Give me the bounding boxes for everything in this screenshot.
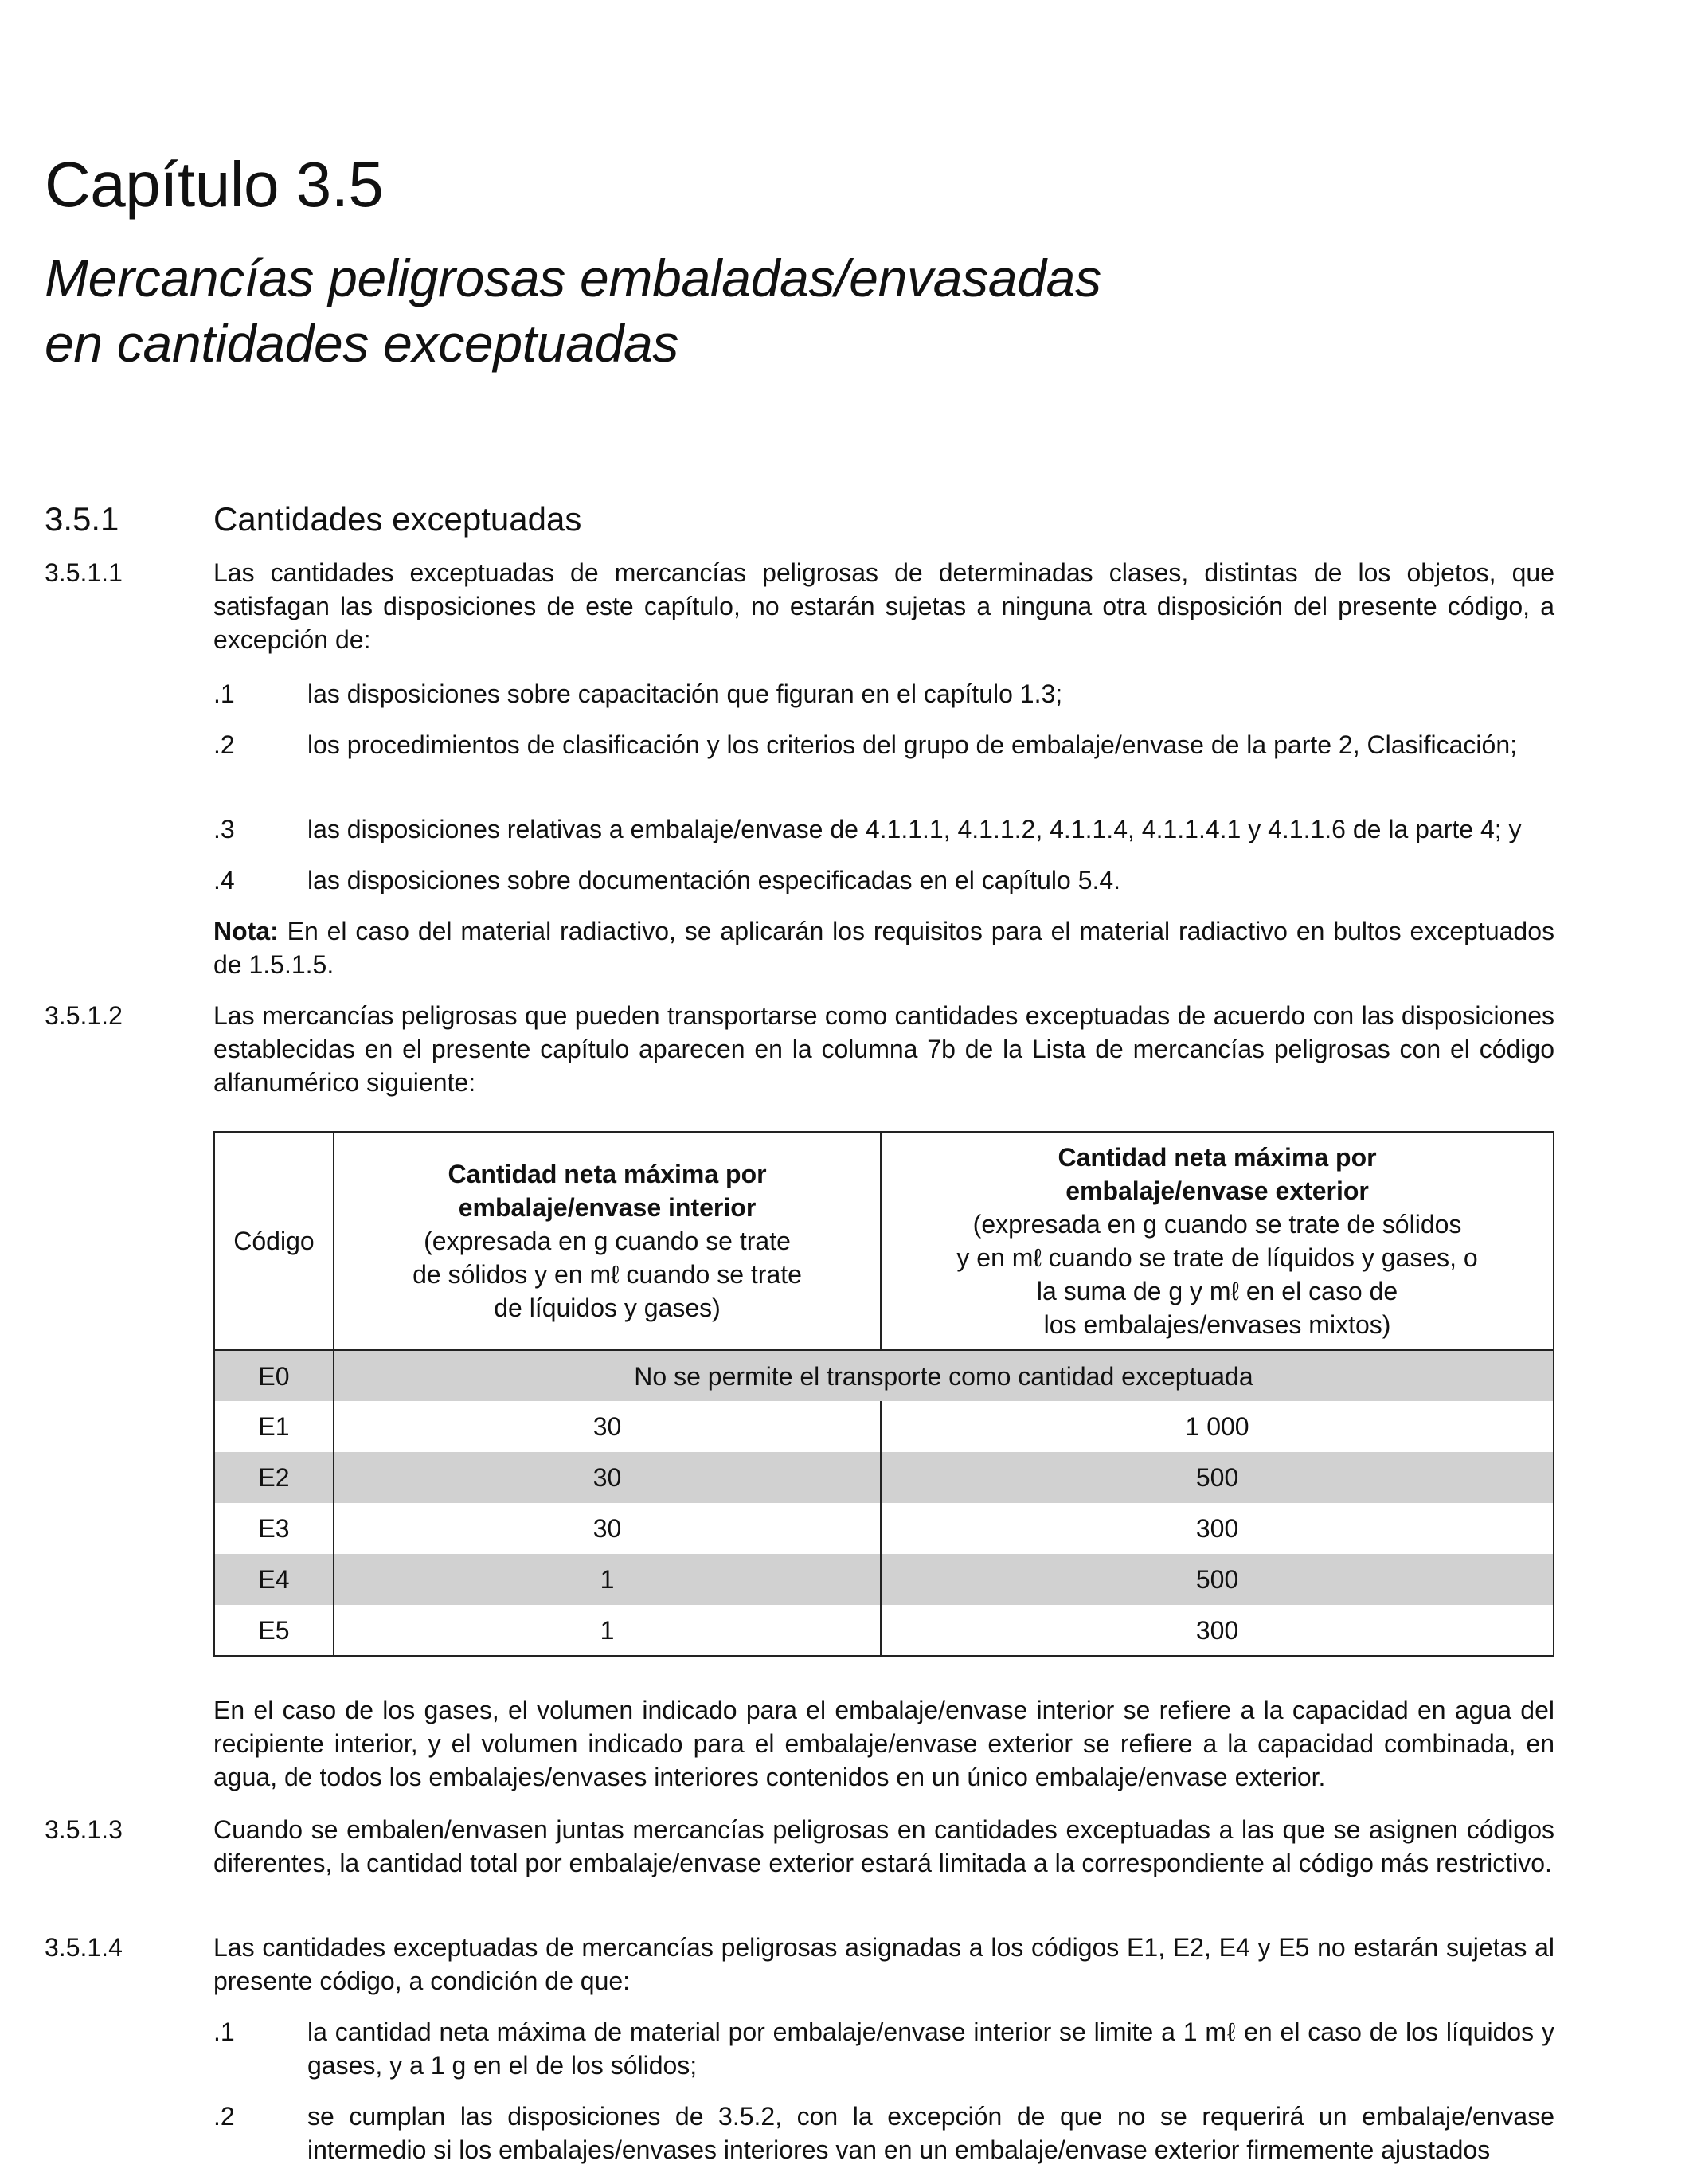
cell-inner: 30 bbox=[334, 1452, 881, 1503]
cell-outer: 300 bbox=[881, 1503, 1554, 1554]
cell-code: E1 bbox=[214, 1401, 334, 1452]
table-row bbox=[214, 1452, 1554, 1503]
header-code: Código bbox=[214, 1132, 334, 1350]
list-item-number: .2 bbox=[213, 730, 235, 759]
section-number: 3.5.1 bbox=[45, 500, 119, 538]
paragraph-number-3-5-1-2: 3.5.1.2 bbox=[45, 1001, 123, 1030]
table-row bbox=[214, 1401, 1554, 1452]
cell-inner: 30 bbox=[334, 1401, 881, 1452]
section-heading: Cantidades exceptuadas bbox=[213, 500, 582, 538]
gases-paragraph: En el caso de los gases, el volumen indicado para el embalaje/envase interior se refiere a la capacidad en agua del recipiente interior, y el volumen indicado para el embalaje/envase exterior se refiere a la capacidad combinada, en agua, de todos los embalajes/envases interiores contenidos en un único embalaje/envase exterior. bbox=[213, 1696, 1554, 1791]
table-header-row bbox=[214, 1132, 1554, 1350]
table-row bbox=[214, 1350, 1554, 1401]
list-item-number: .1 bbox=[213, 679, 235, 708]
list-item-number: .1 bbox=[213, 2018, 235, 2046]
header-inner-quantity: Cantidad neta máxima por embalaje/envase interior (expresada en g cuando se trate de sólidos y en mℓ cuando se trate de líquidos y gases) bbox=[334, 1132, 881, 1350]
cell-code: E5 bbox=[214, 1605, 334, 1656]
cell-inner: 30 bbox=[334, 1503, 881, 1554]
chapter-title: Capítulo 3.5 bbox=[45, 149, 384, 220]
cell-outer: 1 000 bbox=[881, 1401, 1554, 1452]
paragraph-3-5-1-2: Las mercancías peligrosas que pueden transportarse como cantidades exceptuadas de acuerdo con las disposiciones establecidas en el presente capítulo aparecen en la columna 7b de la Lista de mercancías peligrosas con el código alfanumérico siguiente: bbox=[213, 1001, 1554, 1097]
paragraph-3-5-1-1: Las cantidades exceptuadas de mercancías peligrosas de determinadas clases, distintas de los objetos, que satisfagan las disposiciones de este capítulo, no estarán sujetas a ninguna otra disposición del presente código, a excepción de: bbox=[213, 558, 1554, 654]
list-item-text: las disposiciones sobre documentación especificadas en el capítulo 5.4. bbox=[307, 866, 1121, 894]
note-label: Nota: bbox=[213, 917, 279, 945]
header-outer-quantity: Cantidad neta máxima por embalaje/envase exterior (expresada en g cuando se trate de sólidos y en mℓ cuando se trate de líquidos y gases, o la suma de g y mℓ en el caso de los embalajes/envases mixtos) bbox=[881, 1132, 1554, 1350]
paragraph-number-3-5-1-4: 3.5.1.4 bbox=[45, 1933, 123, 1962]
paragraph-number-3-5-1-1: 3.5.1.1 bbox=[45, 558, 123, 587]
cell-outer: 500 bbox=[881, 1452, 1554, 1503]
paragraph-3-5-1-4: Las cantidades exceptuadas de mercancías peligrosas asignadas a los códigos E1, E2, E4 y E5 no estarán sujetas al presente código, a condición de que: bbox=[213, 1933, 1554, 1995]
cell-inner: 1 bbox=[334, 1554, 881, 1605]
cell-code: E0 bbox=[214, 1350, 334, 1401]
list-item-number: .2 bbox=[213, 2102, 235, 2131]
list-item-text: los procedimientos de clasificación y los criterios del grupo de embalaje/envase de la parte 2, Clasificación; bbox=[307, 730, 1518, 759]
list-item-text: la cantidad neta máxima de material por embalaje/envase interior se limite a 1 mℓ en el caso de los líquidos y gases, y a 1 g en el de los sólidos; bbox=[307, 2018, 1554, 2080]
cell-code: E2 bbox=[214, 1452, 334, 1503]
table-row bbox=[214, 1605, 1554, 1656]
list-item-number: .3 bbox=[213, 815, 235, 843]
cell-outer: 300 bbox=[881, 1605, 1554, 1656]
chapter-subtitle-line-1: Mercancías peligrosas embaladas/envasadas bbox=[45, 249, 1101, 307]
paragraph-3-5-1-3: Cuando se embalen/envasen juntas mercancías peligrosas en cantidades exceptuadas a las que se asignen códigos diferentes, la cantidad total por embalaje/envase exterior estará limitada a la correspondiente al código más restrictivo. bbox=[213, 1815, 1554, 1877]
cell-outer: 500 bbox=[881, 1554, 1554, 1605]
list-item-text: se cumplan las disposiciones de 3.5.2, con la excepción de que no se requerirá un embalaje/envase intermedio si los embalajes/envases interiores van en un embalaje/envase exterior firmemente ajustados bbox=[307, 2102, 1554, 2164]
list-item-number: .4 bbox=[213, 866, 235, 894]
cell-e0-message: No se permite el transporte como cantidad exceptuada bbox=[334, 1350, 1554, 1401]
chapter-subtitle bbox=[45, 245, 1101, 376]
table-row bbox=[214, 1503, 1554, 1554]
chapter-subtitle-line-2: en cantidades exceptuadas bbox=[45, 314, 679, 373]
table-row bbox=[214, 1554, 1554, 1605]
note-paragraph bbox=[213, 914, 1554, 981]
paragraph-number-3-5-1-3: 3.5.1.3 bbox=[45, 1815, 123, 1844]
list-item-text: las disposiciones sobre capacitación que figuran en el capítulo 1.3; bbox=[307, 679, 1063, 708]
note-text: En el caso del material radiactivo, se aplicarán los requisitos para el material radiactivo en bultos exceptuados de 1.5.1.5. bbox=[213, 917, 1554, 979]
cell-code: E4 bbox=[214, 1554, 334, 1605]
exceptuated-quantities-table bbox=[213, 1131, 1554, 1657]
cell-inner: 1 bbox=[334, 1605, 881, 1656]
list-item-text: las disposiciones relativas a embalaje/envase de 4.1.1.1, 4.1.1.2, 4.1.1.4, 4.1.1.4.1 y 4.1.1.6 de la parte 4; y bbox=[307, 815, 1522, 843]
cell-code: E3 bbox=[214, 1503, 334, 1554]
